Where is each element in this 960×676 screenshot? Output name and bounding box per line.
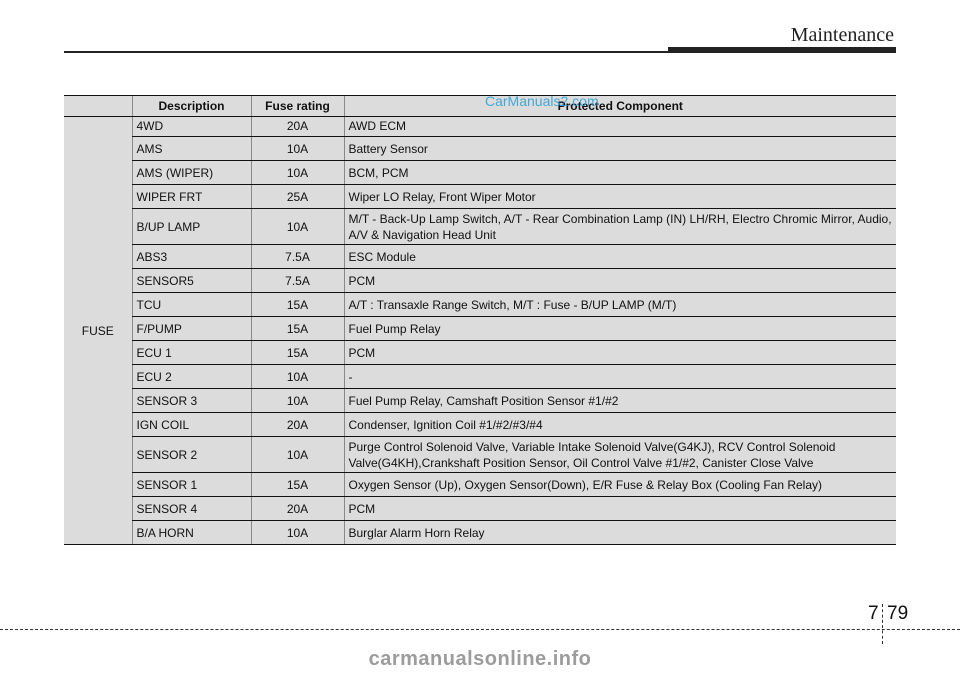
table-row — [64, 365, 896, 389]
cell-description: ECU 2 — [132, 365, 251, 389]
cell-protected-component: AWD ECM — [344, 117, 896, 137]
cell-protected-component: BCM, PCM — [344, 161, 896, 185]
cell-protected-component: PCM — [344, 269, 896, 293]
cell-fuse-rating: 10A — [251, 161, 344, 185]
fuse-group-label: FUSE — [64, 117, 132, 545]
cell-description: WIPER FRT — [132, 185, 251, 209]
table-row — [64, 521, 896, 545]
table-row — [64, 437, 896, 473]
cell-fuse-rating: 20A — [251, 413, 344, 437]
table-row — [64, 473, 896, 497]
cell-description: B/A HORN — [132, 521, 251, 545]
chapter-number: 7 — [868, 603, 879, 624]
header-rule — [64, 51, 668, 53]
cell-description: TCU — [132, 293, 251, 317]
cell-protected-component: Condenser, Ignition Coil #1/#2/#3/#4 — [344, 413, 896, 437]
cell-description: 4WD — [132, 117, 251, 137]
watermark: CarManuals2.com — [485, 93, 599, 109]
cell-protected-component: PCM — [344, 341, 896, 365]
cell-protected-component: ESC Module — [344, 245, 896, 269]
cell-description: SENSOR 1 — [132, 473, 251, 497]
cell-fuse-rating: 10A — [251, 437, 344, 473]
cell-fuse-rating: 25A — [251, 185, 344, 209]
header-description: Description — [132, 96, 251, 117]
cell-fuse-rating: 7.5A — [251, 245, 344, 269]
table-row — [64, 161, 896, 185]
table-row — [64, 341, 896, 365]
cell-description: AMS — [132, 137, 251, 161]
header-protected-component: Protected Component — [344, 96, 896, 117]
cell-description: ECU 1 — [132, 341, 251, 365]
table-row — [64, 137, 896, 161]
header-fuse-rating: Fuse rating — [251, 96, 344, 117]
cell-protected-component: Fuel Pump Relay, Camshaft Position Sensor #1/#2 — [344, 389, 896, 413]
table-row — [64, 117, 896, 137]
page-number-separator — [882, 604, 884, 644]
cell-protected-component: Burglar Alarm Horn Relay — [344, 521, 896, 545]
cell-fuse-rating: 7.5A — [251, 269, 344, 293]
cell-protected-component: - — [344, 365, 896, 389]
cell-fuse-rating: 10A — [251, 521, 344, 545]
table-row — [64, 209, 896, 245]
fuse-table — [64, 95, 896, 545]
footer-divider — [0, 629, 960, 630]
cell-description: F/PUMP — [132, 317, 251, 341]
cell-fuse-rating: 10A — [251, 137, 344, 161]
section-title: Maintenance — [790, 24, 894, 46]
cell-fuse-rating: 15A — [251, 341, 344, 365]
cell-fuse-rating: 20A — [251, 117, 344, 137]
cell-description: AMS (WIPER) — [132, 161, 251, 185]
table-body — [64, 117, 896, 545]
table-row — [64, 413, 896, 437]
table-row — [64, 497, 896, 521]
cell-protected-component: Wiper LO Relay, Front Wiper Motor — [344, 185, 896, 209]
header-rule-accent — [668, 47, 896, 53]
cell-protected-component: PCM — [344, 497, 896, 521]
cell-description: SENSOR 2 — [132, 437, 251, 473]
cell-fuse-rating: 10A — [251, 209, 344, 245]
page-number: 79 — [887, 603, 909, 624]
cell-protected-component: A/T : Transaxle Range Switch, M/T : Fuse - B/UP LAMP (M/T) — [344, 293, 896, 317]
table-row — [64, 389, 896, 413]
cell-protected-component: Battery Sensor — [344, 137, 896, 161]
table-row — [64, 293, 896, 317]
cell-fuse-rating: 15A — [251, 317, 344, 341]
cell-protected-component: Oxygen Sensor (Up), Oxygen Sensor(Down), E/R Fuse & Relay Box (Cooling Fan Relay) — [344, 473, 896, 497]
table-row — [64, 317, 896, 341]
cell-description: SENSOR5 — [132, 269, 251, 293]
cell-fuse-rating: 20A — [251, 497, 344, 521]
header-blank — [64, 96, 132, 117]
cell-fuse-rating: 10A — [251, 389, 344, 413]
table-row — [64, 185, 896, 209]
table-row — [64, 269, 896, 293]
fuse-table-container — [64, 95, 896, 545]
cell-protected-component: Purge Control Solenoid Valve, Variable Intake Solenoid Valve(G4KJ), RCV Control Solenoid Valve(G4KH),Crankshaft Position Sensor, Oil Control Valve #1/#2, Canister Close Valve — [344, 437, 896, 473]
table-header-row — [64, 96, 896, 117]
table-row — [64, 245, 896, 269]
cell-fuse-rating: 10A — [251, 365, 344, 389]
cell-description: SENSOR 3 — [132, 389, 251, 413]
site-footer: carmanualsonline.info — [368, 648, 592, 670]
cell-description: B/UP LAMP — [132, 209, 251, 245]
cell-description: ABS3 — [132, 245, 251, 269]
cell-fuse-rating: 15A — [251, 293, 344, 317]
cell-description: SENSOR 4 — [132, 497, 251, 521]
cell-description: IGN COIL — [132, 413, 251, 437]
cell-fuse-rating: 15A — [251, 473, 344, 497]
cell-protected-component: M/T - Back-Up Lamp Switch, A/T - Rear Combination Lamp (IN) LH/RH, Electro Chromic Mirror, Audio, A/V & Navigation Head Unit — [344, 209, 896, 245]
cell-protected-component: Fuel Pump Relay — [344, 317, 896, 341]
